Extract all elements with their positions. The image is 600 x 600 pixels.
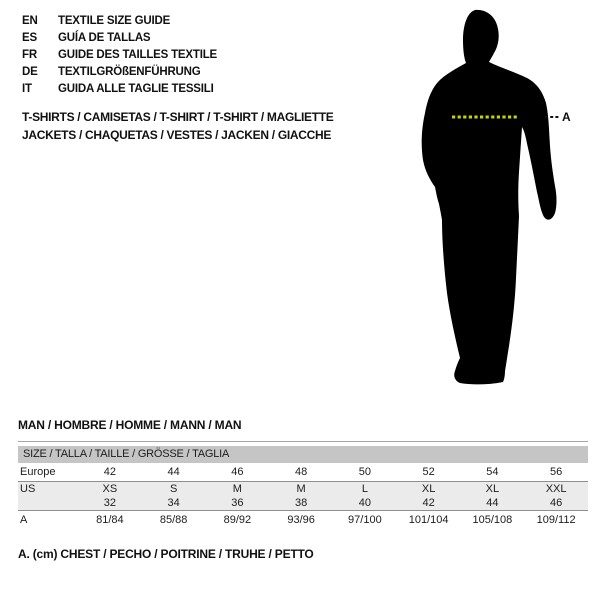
cell: 42	[103, 466, 116, 478]
cell: 89/92	[223, 514, 252, 526]
cell: 44	[167, 466, 180, 478]
section-title-man: MAN / HOMBRE / HOMME / MANN / MAN	[18, 418, 242, 432]
cell: L	[361, 483, 368, 495]
cell: 101/104	[408, 514, 449, 526]
cell: 38	[295, 497, 308, 509]
table-top-rule	[18, 441, 588, 442]
cell: 40	[358, 497, 371, 509]
lang-label: TEXTILE SIZE GUIDE	[58, 15, 171, 27]
lang-label: TEXTILGRÖßENFÜHRUNG	[58, 66, 201, 78]
cell: 44	[486, 497, 499, 509]
measurement-footnote: A. (cm) CHEST / PECHO / POITRINE / TRUHE / PETTO	[18, 547, 314, 561]
category-tshirts: T-SHIRTS / CAMISETAS / T-SHIRT / T-SHIRT / MAGLIETTE	[22, 110, 334, 124]
category-block	[22, 109, 334, 144]
lang-label: GUÍA DE TALLAS	[58, 32, 151, 44]
cell: 32	[103, 497, 116, 509]
category-jackets: JACKETS / CHAQUETAS / VESTES / JACKEN / GIACCHE	[22, 127, 332, 142]
man-silhouette	[400, 0, 600, 400]
row-label: US	[20, 483, 36, 495]
cell: S	[169, 483, 178, 495]
cell: 56	[550, 466, 563, 478]
measure-label-a: A	[562, 110, 571, 124]
lang-label: GUIDA ALLE TAGLIE TESSILI	[58, 83, 214, 95]
cell: 48	[295, 466, 308, 478]
lang-code: FR	[22, 49, 37, 61]
cell: 85/88	[159, 514, 188, 526]
table-row-numeric	[18, 496, 588, 510]
cell: 46	[550, 497, 563, 509]
language-title-block	[22, 13, 217, 98]
lang-code: EN	[22, 15, 38, 27]
size-table	[18, 441, 588, 529]
cell: 42	[422, 497, 435, 509]
cell: XXL	[545, 483, 567, 495]
lang-label: GUIDE DES TAILLES TEXTILE	[58, 49, 217, 61]
cell: 109/112	[536, 514, 576, 526]
row-label: A	[20, 514, 28, 526]
lang-row-de	[22, 64, 217, 81]
table-row-chest-a	[18, 510, 588, 529]
lang-row-fr	[22, 47, 217, 64]
cell: 50	[358, 466, 371, 478]
cell: 97/100	[348, 514, 382, 526]
size-table-header: SIZE / TALLA / TAILLE / GRÖSSE / TAGLIA	[18, 446, 588, 463]
table-row-europe	[18, 463, 588, 481]
cell: 93/96	[287, 514, 315, 526]
cell: XS	[102, 483, 118, 495]
lang-row-es	[22, 30, 217, 47]
cell: 34	[167, 497, 180, 509]
cell: M	[296, 483, 306, 495]
cell: 54	[486, 466, 499, 478]
cell: 52	[422, 466, 435, 478]
lang-row-en	[22, 13, 217, 30]
cell: M	[232, 483, 242, 495]
cell: 46	[231, 466, 244, 478]
lang-code: ES	[22, 32, 37, 44]
table-row-us	[18, 481, 588, 496]
cell: 81/84	[96, 514, 124, 526]
lang-code: DE	[22, 66, 38, 78]
man-silhouette-shape	[422, 10, 557, 385]
cell: 36	[231, 497, 244, 509]
row-label: Europe	[20, 466, 56, 478]
cell: XL	[485, 483, 500, 495]
cell: 105/108	[472, 514, 513, 526]
cell: XL	[421, 483, 436, 495]
lang-row-it	[22, 81, 217, 98]
lang-code: IT	[22, 83, 32, 95]
